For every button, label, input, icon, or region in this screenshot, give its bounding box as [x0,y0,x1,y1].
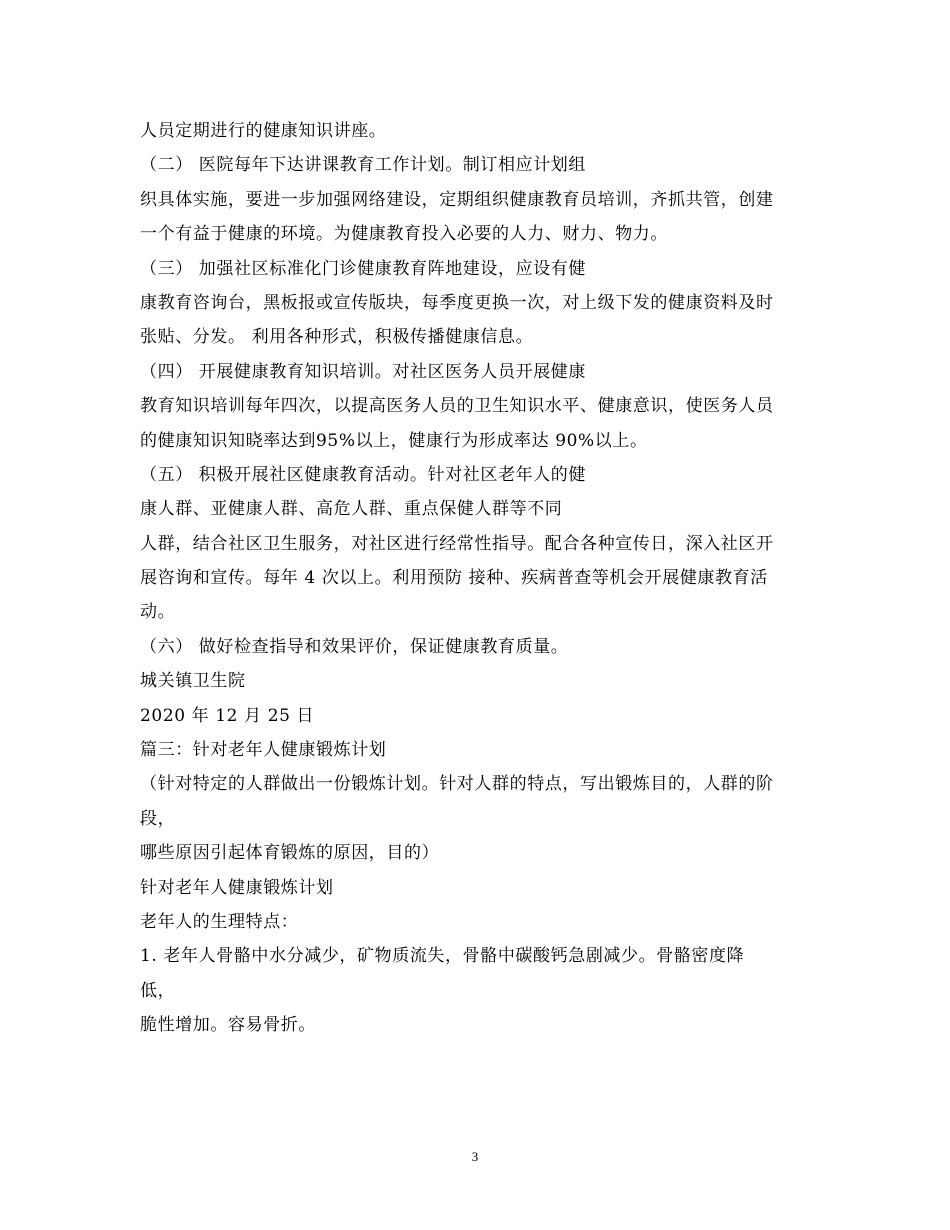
section-heading: 篇三：针对老年人健康锻炼计划 [140,740,387,761]
plan-title: 针对老年人健康锻炼计划 [140,877,334,898]
text-line: 低， [140,980,176,1001]
text-line: （五） 积极开展社区健康教育活动。针对社区老年人的健 [140,464,587,485]
text-line: （四） 开展健康教育知识培训。对社区医务人员开展健康 [140,361,587,382]
text-line: 康人群、亚健康人群、高危人群、重点保健人群等不同 [140,499,563,520]
text-line: 1. 老年人骨骼中水分减少，矿物质流失，骨骼中碳酸钙急剧减少。骨骼密度降 [140,946,745,967]
text-line: （六） 做好检查指导和效果评价，保证健康教育质量。 [140,636,569,657]
text-line: 哪些原因引起体育锻炼的原因，目的） [140,843,440,864]
text-line: 段， [140,808,176,829]
text-line: 动。 [140,602,176,623]
text-line: 脆性增加。容易骨折。 [140,1015,316,1036]
document-date: 2020 年 12 月 25 日 [140,705,315,726]
text-line: 人群，结合社区卫生服务，对社区进行经常性指导。配合各种宣传日，深入社区开 [140,533,774,554]
page-number: 3 [471,1149,479,1164]
organization-name: 城关镇卫生院 [140,671,246,692]
text-line: 教育知识培训每年四次，以提高医务人员的卫生知识水平、健康意识，使医务人员 [140,396,774,417]
text-line: （针对特定的人群做出一份锻炼计划。针对人群的特点，写出锻炼目的，人群的阶 [140,774,774,795]
text-line: 织具体实施，要进一步加强网络建设，定期组织健康教育员培训，齐抓共管，创建 [140,189,774,210]
text-line: （二） 医院每年下达讲课教育工作计划。制订相应计划组 [140,155,587,176]
document-body [140,114,820,1043]
text-line: 老年人的生理特点： [140,911,299,932]
text-line: 张贴、分发。 利用各种形式，积极传播健康信息。 [140,327,534,348]
text-line: 一个有益于健康的环境。为健康教育投入必要的人力、财力、物力。 [140,224,668,245]
text-line: 展咨询和宣传。每年 4 次以上。利用预防 接种、疾病普查等机会开展健康教育活 [140,568,768,589]
text-line: （三） 加强社区标准化门诊健康教育阵地建设，应设有健 [140,258,587,279]
text-line: 康教育咨询台，黑板报或宣传版块，每季度更换一次，对上级下发的健康资料及时 [140,292,774,313]
text-line: 人员定期进行的健康知识讲座。 [140,121,387,141]
text-line: 的健康知识知晓率达到95%以上，健康行为形成率达 90%以上。 [140,430,648,451]
